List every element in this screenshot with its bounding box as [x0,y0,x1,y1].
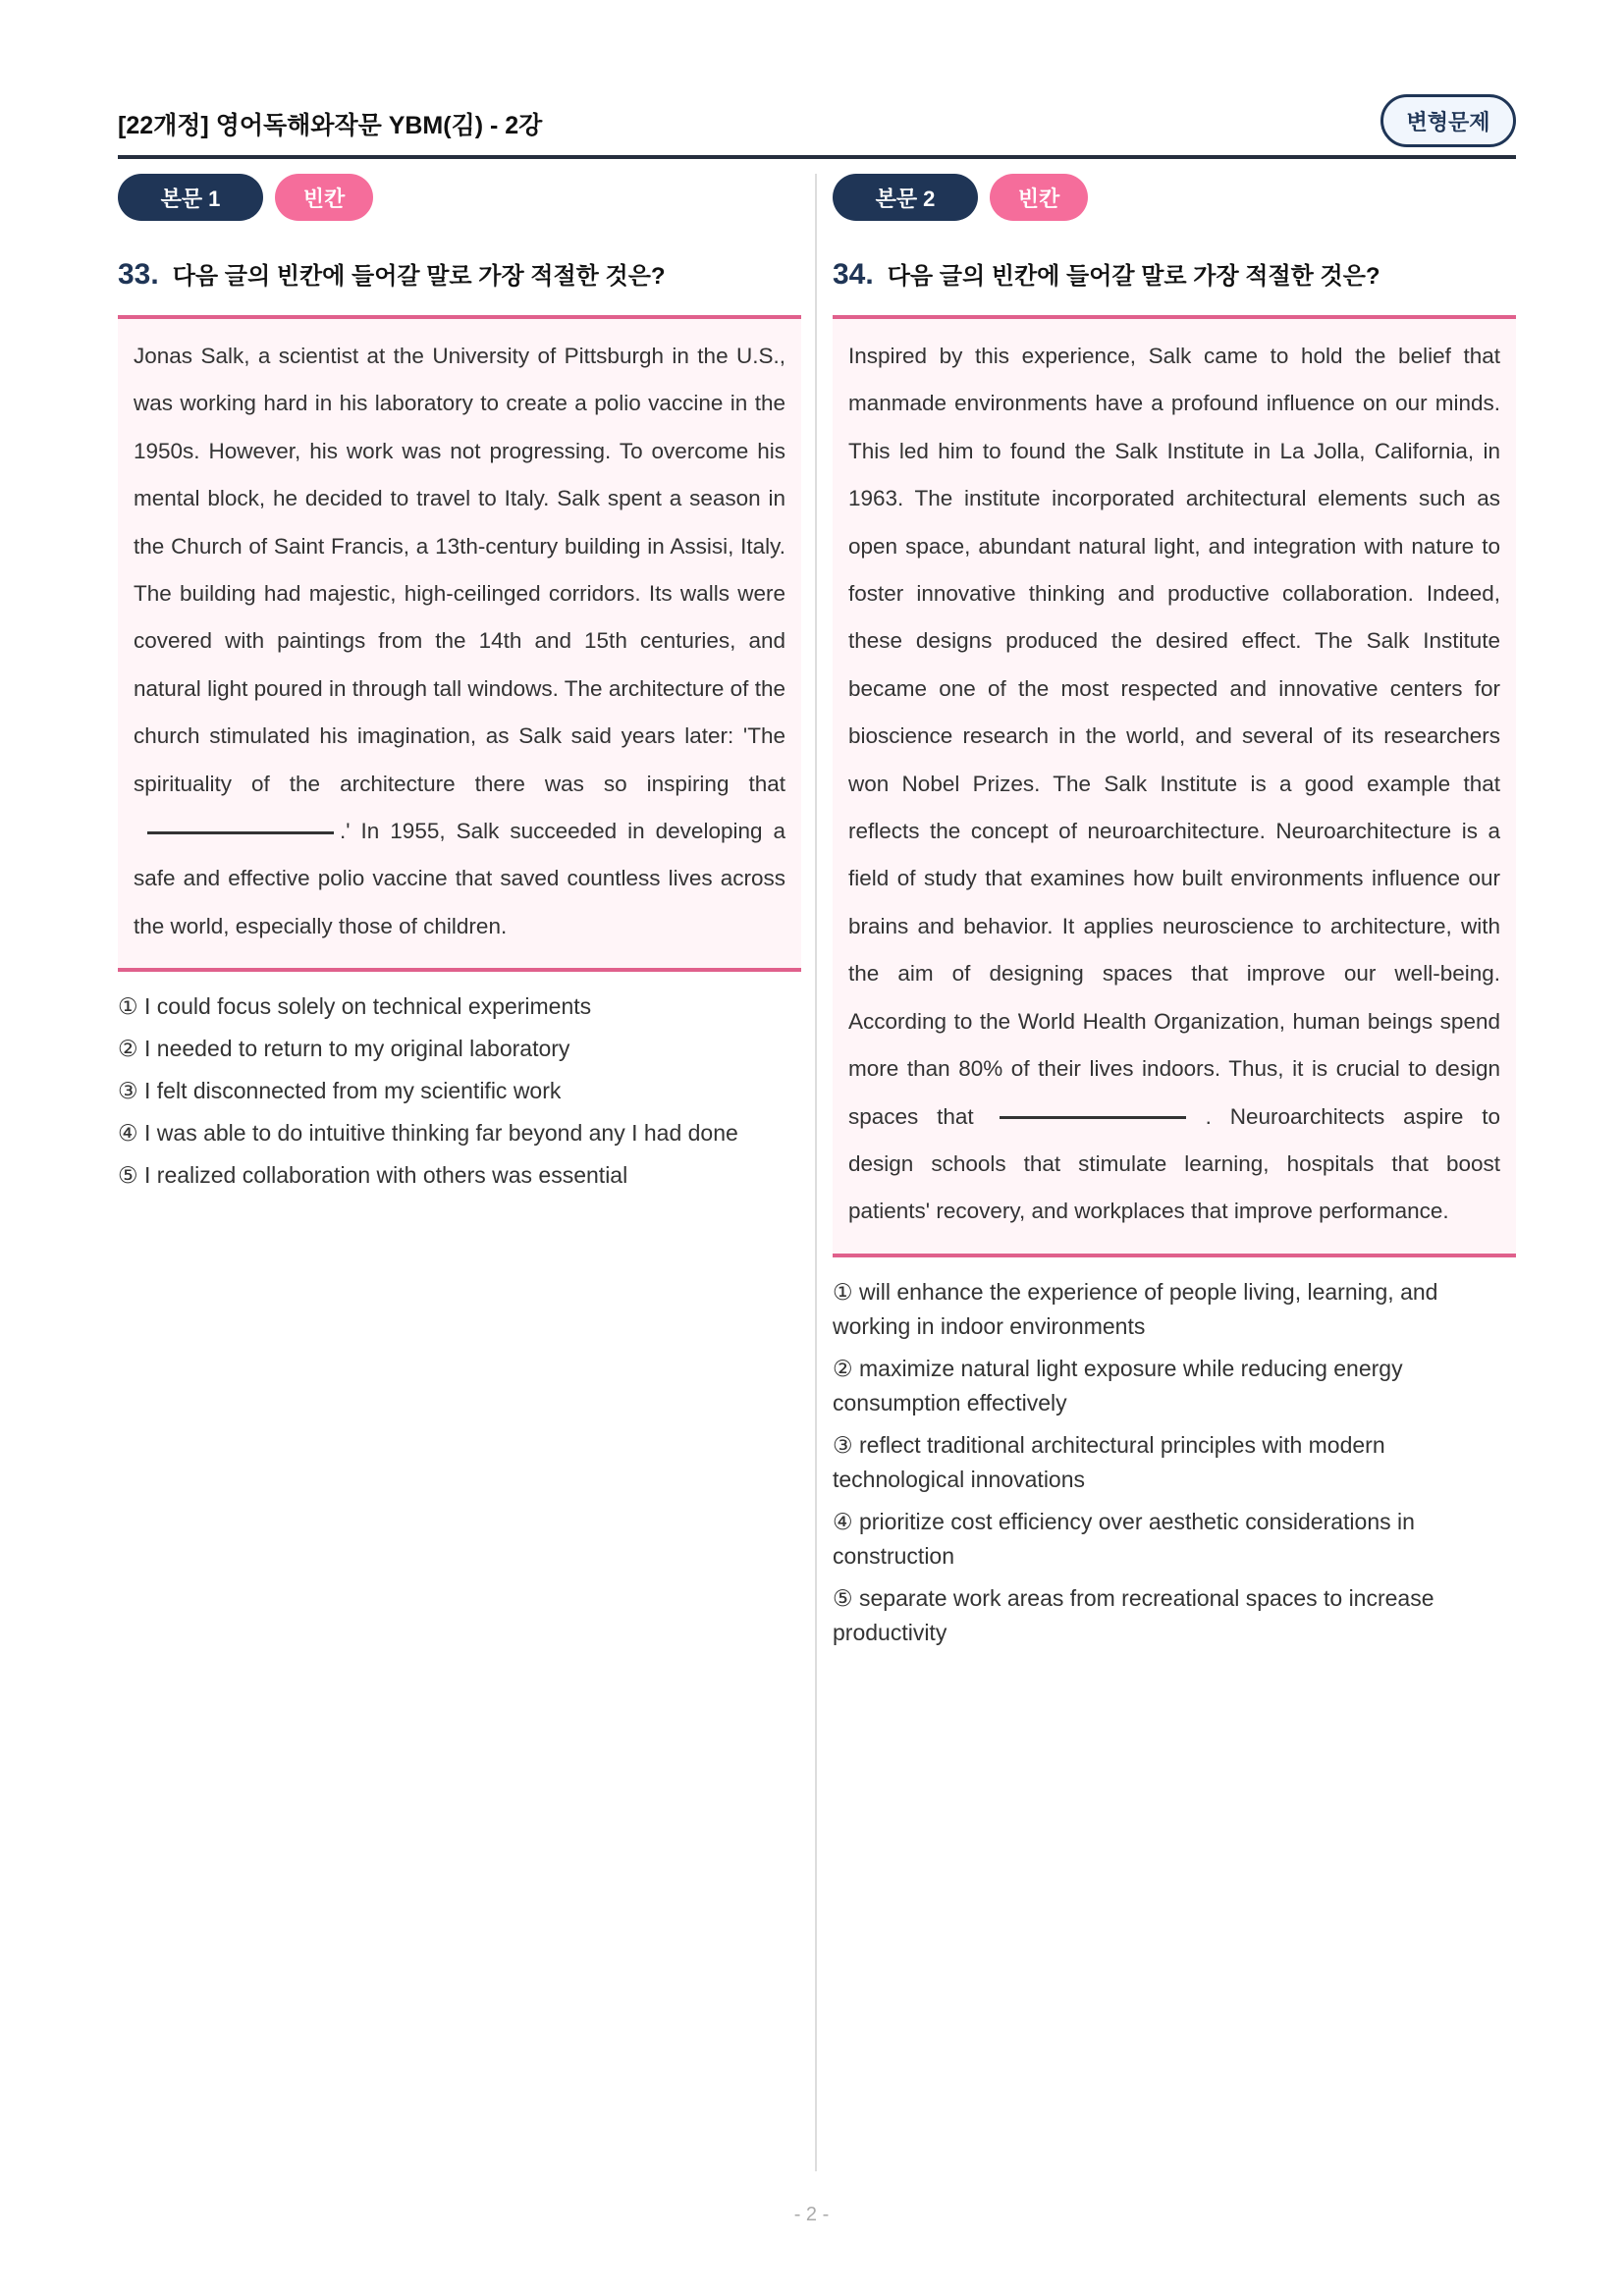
question-title [833,256,1516,305]
question-number: 33. [118,258,159,291]
question-34 [833,174,1516,1658]
passage-text-end: . Neuroarchitects aspire to design schools that stimulate learning, hospitals that boost patients' recovery, and workplaces that improve performance. [848,1103,1500,1224]
option-5[interactable]: ⑤ separate work areas from recreational spaces to increase productivity [833,1584,1434,1645]
passage-tag: 본문 1 [118,174,263,221]
passage-text: Jonas Salk, a scientist at the University of Pittsburgh in the U.S., was working hard in his laboratory to create a polio vaccine in the 1950s. However, his work was not progressing. To overcome his mental block, he decided to travel to Italy. Salk spent a season in the Church of Saint Francis, a 13th-century building in Assisi, Italy. The building had majestic, high-ceilinged corridors. Its walls were covered with paintings from the 14th and 15th centuries, and natural light poured in through tall windows. The architecture of the church stimulated his imagination, as Salk said years later: 'The spirituality of the architecture there was so inspiring that [134,344,785,796]
option-1[interactable]: ① will enhance the experience of people living, learning, and working in indoor environments [833,1278,1438,1339]
type-tag: 빈칸 [990,174,1088,221]
type-tag: 빈칸 [275,174,373,221]
option-4[interactable]: ④ I was able to do intuitive thinking far beyond any I had done [118,1120,738,1147]
document-title: [22개정] 영어독해와작문 YBM(김) - 2강 [118,112,543,139]
column-divider [815,174,817,2171]
page-header [118,94,1516,159]
answer-blank [147,831,334,834]
answer-options [118,989,801,1193]
question-text: 다음 글의 빈칸에 들어갈 말로 가장 적절한 것은? [172,263,666,290]
passage-box [118,315,801,972]
question-text: 다음 글의 빈칸에 들어갈 말로 가장 적절한 것은? [887,263,1380,290]
passage-tag: 본문 2 [833,174,978,221]
page-number: - 2 - [793,2204,830,2225]
question-title [118,256,801,305]
option-1[interactable]: ① I could focus solely on technical experiments [118,993,592,1020]
option-4[interactable]: ④ prioritize cost efficiency over aesthetic considerations in construction [833,1508,1415,1569]
option-3[interactable]: ③ I felt disconnected from my scientific work [118,1078,562,1104]
option-5[interactable]: ⑤ I realized collaboration with others was essential [118,1162,628,1189]
option-3[interactable]: ③ reflect traditional architectural principles with modern technological innovations [833,1431,1385,1492]
passage-box [833,315,1516,1257]
answer-blank [1000,1116,1186,1119]
variant-badge: 변형문제 [1380,94,1516,147]
passage-text: Inspired by this experience, Salk came to hold the belief that manmade environments have a profound influence on our minds. This led him to found the Salk Institute in La Jolla, California, in 1963. The institute incorporated architectural elements such as open space, abundant natural light, and integration with nature to foster innovative thinking and productive collaboration. Indeed, these designs produced the desired effect. The Salk Institute became one of the most respected and innovative centers for bioscience research in the world, and several of its researchers won Nobel Prizes. The Salk Institute is a good example that reflects the concept of neuroarchitecture. Neuroarchitecture is a field of study that examines how built environments influence our brains and behavior. It applies neuroscience to architecture, with the aim of designing spaces that improve our well-being. According to the World Health Organization, human beings spend more than 80% of their lives indoors. Thus, it is crucial to design spaces that [848,344,1500,1129]
question-33 [118,174,801,1201]
option-2[interactable]: ② I needed to return to my original laboratory [118,1036,570,1062]
passage-text-end: .' In 1955, Salk succeeded in developing a safe and effective polio vaccine that saved countless lives across the world, especially those of children. [134,819,785,938]
answer-options [833,1275,1516,1650]
question-number: 34. [833,258,874,291]
option-2[interactable]: ② maximize natural light exposure while reducing energy consumption effectively [833,1355,1403,1415]
